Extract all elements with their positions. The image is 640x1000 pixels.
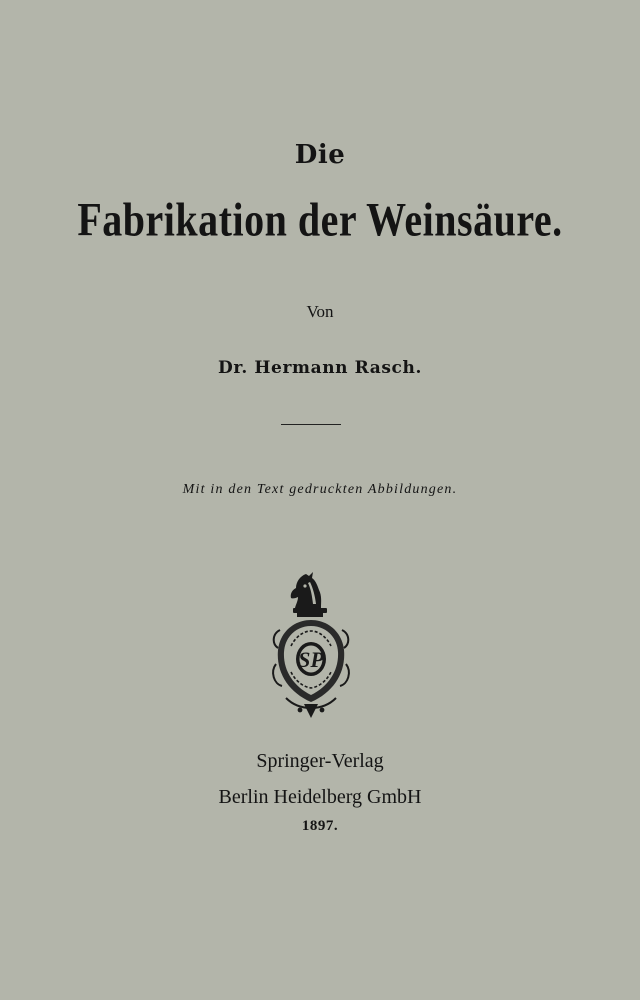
seal-monogram: SP xyxy=(298,647,324,672)
book-title xyxy=(0,192,640,247)
publication-year: 1897. xyxy=(301,818,339,834)
title-small: Die xyxy=(294,140,346,170)
publisher-place: Berlin Heidelberg GmbH xyxy=(218,786,422,808)
publisher-name: Springer-Verlag xyxy=(256,750,384,772)
author-name: Dr. Hermann Rasch. xyxy=(218,358,422,378)
illustrations-note: Mit in den Text gedruckten Abbildungen. xyxy=(182,482,458,497)
divider-rule xyxy=(281,424,341,425)
springer-horse-head-seal-icon xyxy=(266,568,356,724)
book-title-text: Fabrikation der Weinsäure. xyxy=(77,192,563,247)
by-line: Von xyxy=(306,302,334,321)
